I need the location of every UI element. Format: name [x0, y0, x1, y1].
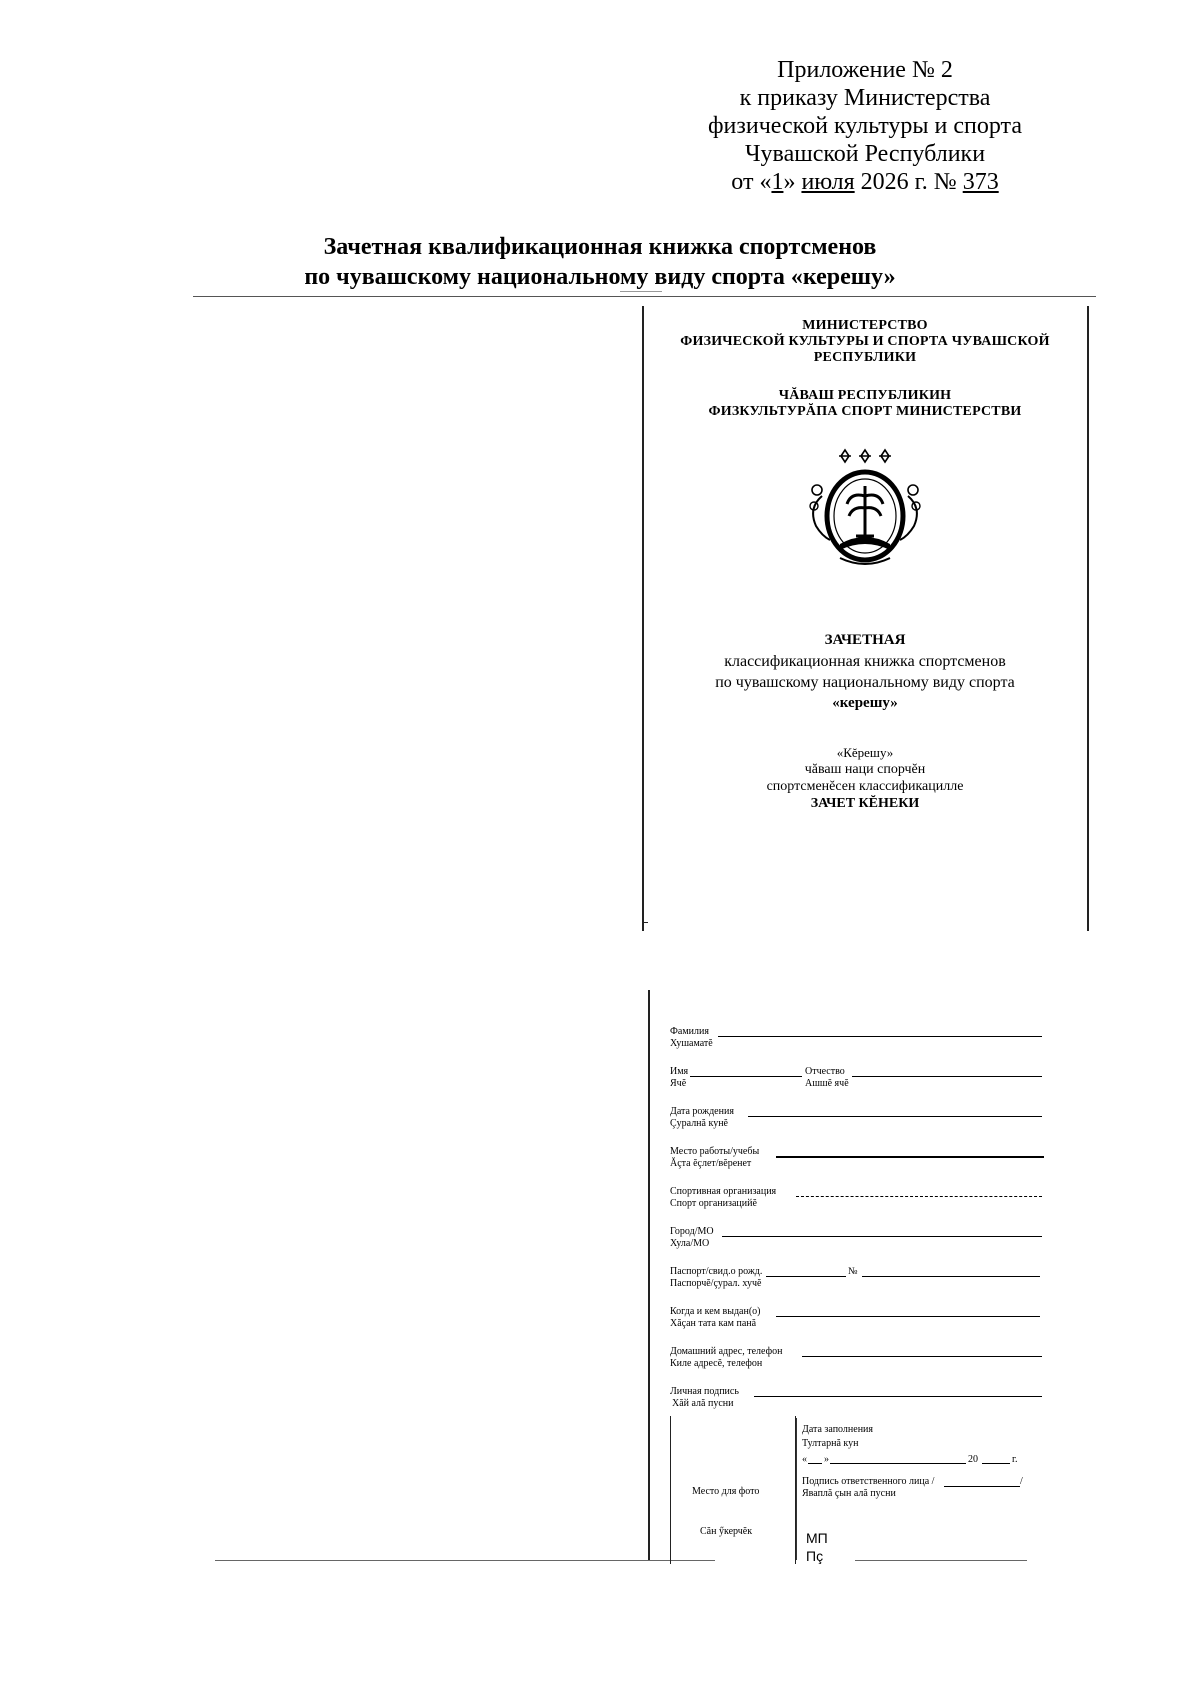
- date-year: 2026 г. №: [854, 169, 963, 195]
- bottom-divider-left: [215, 1560, 715, 1561]
- issued-label-cv: Хăçан тата кам панă: [670, 1318, 757, 1329]
- fill-month-field[interactable]: [830, 1463, 966, 1464]
- issued-field[interactable]: [776, 1316, 1040, 1317]
- passport-series-field[interactable]: [766, 1276, 846, 1277]
- order-number: 373: [962, 169, 999, 195]
- appendix-number: Приложение № 2: [777, 57, 953, 83]
- signature-field[interactable]: [754, 1396, 1042, 1397]
- work-place-label: Место работы/учебы: [670, 1146, 760, 1157]
- birth-date-label-cv: Çуралнă кунĕ: [670, 1118, 728, 1129]
- appendix-ministry-line: физической культуры и спорта: [707, 113, 1022, 139]
- fill-year-field[interactable]: [982, 1463, 1010, 1464]
- date-year-suffix: г.: [1012, 1454, 1018, 1465]
- passport-label: Паспорт/свид.о рожд.: [670, 1266, 763, 1277]
- cover-page: [645, 318, 1085, 812]
- fill-date-label-cv: Тултарнă кун: [802, 1438, 859, 1449]
- photo-label-cv: Сăн ӳкерчĕк: [700, 1526, 753, 1537]
- title-underline-mark: [620, 291, 662, 292]
- book-ru-3: по чувашскому национальному виду спорта: [715, 674, 1015, 691]
- birth-date-label: Дата рождения: [670, 1106, 734, 1117]
- surname-label-cv: Хушаматĕ: [670, 1038, 713, 1049]
- signature-label: Личная подпись: [670, 1386, 739, 1397]
- coat-of-arms-emblem: [800, 444, 930, 574]
- work-place-field[interactable]: [776, 1156, 1044, 1158]
- city-label: Город/МО: [670, 1226, 714, 1237]
- stamp-area-divider: [796, 1418, 797, 1560]
- fill-date-label: Дата заполнения: [802, 1424, 873, 1435]
- bottom-divider-right: [855, 1560, 1027, 1561]
- name-label: Имя: [670, 1066, 689, 1077]
- surname-field[interactable]: [718, 1036, 1042, 1037]
- ministry-cv-1: ЧĂВАШ РЕСПУБЛИКИН: [778, 388, 952, 403]
- book-cv-3: спортсменĕсен классификацилле: [766, 779, 964, 794]
- form-left-border: [648, 990, 650, 1560]
- book-ru-2: классификационная книжка спортсменов: [724, 653, 1006, 670]
- city-label-cv: Хула/МО: [670, 1238, 710, 1249]
- name-field[interactable]: [690, 1076, 802, 1077]
- ministry-ru-3: РЕСПУБЛИКИ: [813, 350, 917, 365]
- patronymic-label: Отчество: [805, 1066, 845, 1077]
- cover-corner-mark: [642, 922, 648, 923]
- sport-org-label: Спортивная организация: [670, 1186, 777, 1197]
- title-divider: [193, 296, 1096, 297]
- sport-org-field[interactable]: [796, 1196, 1042, 1197]
- address-label: Домашний адрес, телефон: [670, 1346, 783, 1357]
- cover-left-border: [642, 306, 644, 931]
- book-cv-2: чăваш наци спорчĕн: [804, 762, 926, 777]
- date-year-prefix: 20: [968, 1454, 978, 1465]
- title-line-1: Зачетная квалификационная книжка спортсменов: [323, 234, 877, 260]
- photo-label: Место для фото: [692, 1486, 760, 1497]
- book-cv-4: ЗАЧЕТ КĔНЕКИ: [810, 796, 920, 811]
- ministry-cv-2: ФИЗКУЛЬТУРĂПА СПОРТ МИНИСТЕРСТВИ: [708, 404, 1022, 419]
- issued-label: Когда и кем выдан(о): [670, 1306, 761, 1317]
- resp-sign-end: /: [1020, 1476, 1023, 1487]
- surname-label: Фамилия: [670, 1026, 709, 1037]
- passport-no-label: №: [848, 1266, 858, 1277]
- resp-sign-label-cv: Яваплă çын алă пусни: [802, 1488, 896, 1499]
- patronymic-field[interactable]: [852, 1076, 1042, 1077]
- appendix-order-ref: к приказу Министерства: [739, 85, 991, 111]
- birth-date-field[interactable]: [748, 1116, 1042, 1117]
- passport-label-cv: Паспорчĕ/çурал. хучĕ: [670, 1278, 762, 1289]
- patronymic-label-cv: Ашшĕ ячĕ: [805, 1078, 849, 1089]
- mp-stamp-label: МП: [806, 1530, 828, 1546]
- document-title: [200, 232, 1000, 292]
- sport-org-label-cv: Спорт организацийĕ: [670, 1198, 757, 1209]
- date-mid: »: [783, 169, 802, 195]
- date-month: июля: [801, 169, 855, 195]
- work-place-label-cv: Ăçта ĕçлет/вĕренет: [670, 1158, 752, 1169]
- appendix-republic-line: Чувашской Республики: [744, 141, 986, 167]
- date-day: 1: [771, 169, 784, 195]
- book-ru-1: ЗАЧЕТНАЯ: [824, 632, 906, 648]
- city-field[interactable]: [722, 1236, 1042, 1237]
- ministry-ru-1: МИНИСТЕРСТВО: [802, 318, 928, 333]
- passport-number-field[interactable]: [862, 1276, 1040, 1277]
- appendix-date-line: [640, 168, 1090, 196]
- mp-stamp-label-cv: Пç: [806, 1548, 824, 1564]
- resp-sign-field[interactable]: [944, 1486, 1020, 1487]
- address-label-cv: Киле адресĕ, телефон: [670, 1358, 763, 1369]
- date-prefix: от «: [731, 169, 772, 195]
- name-label-cv: Ячĕ: [670, 1078, 687, 1089]
- date-open-quote: «: [802, 1454, 807, 1465]
- book-ru-4: «керешу»: [832, 695, 898, 711]
- ministry-ru-2: ФИЗИЧЕСКОЙ КУЛЬТУРЫ И СПОРТА ЧУВАШСКОЙ: [680, 334, 1050, 349]
- date-close-quote: »: [824, 1454, 829, 1465]
- appendix-header: [640, 56, 1090, 196]
- resp-sign-label: Подпись ответственного лица /: [802, 1476, 935, 1487]
- fill-day-field[interactable]: [808, 1463, 822, 1464]
- cover-right-border: [1087, 306, 1089, 931]
- signature-label-cv: Хăй алă пусни: [672, 1398, 734, 1409]
- title-line-2: по чувашскому национальному виду спорта «керешу»: [304, 264, 896, 290]
- address-field[interactable]: [802, 1356, 1042, 1357]
- book-cv-1: «Кĕрешу»: [836, 745, 894, 760]
